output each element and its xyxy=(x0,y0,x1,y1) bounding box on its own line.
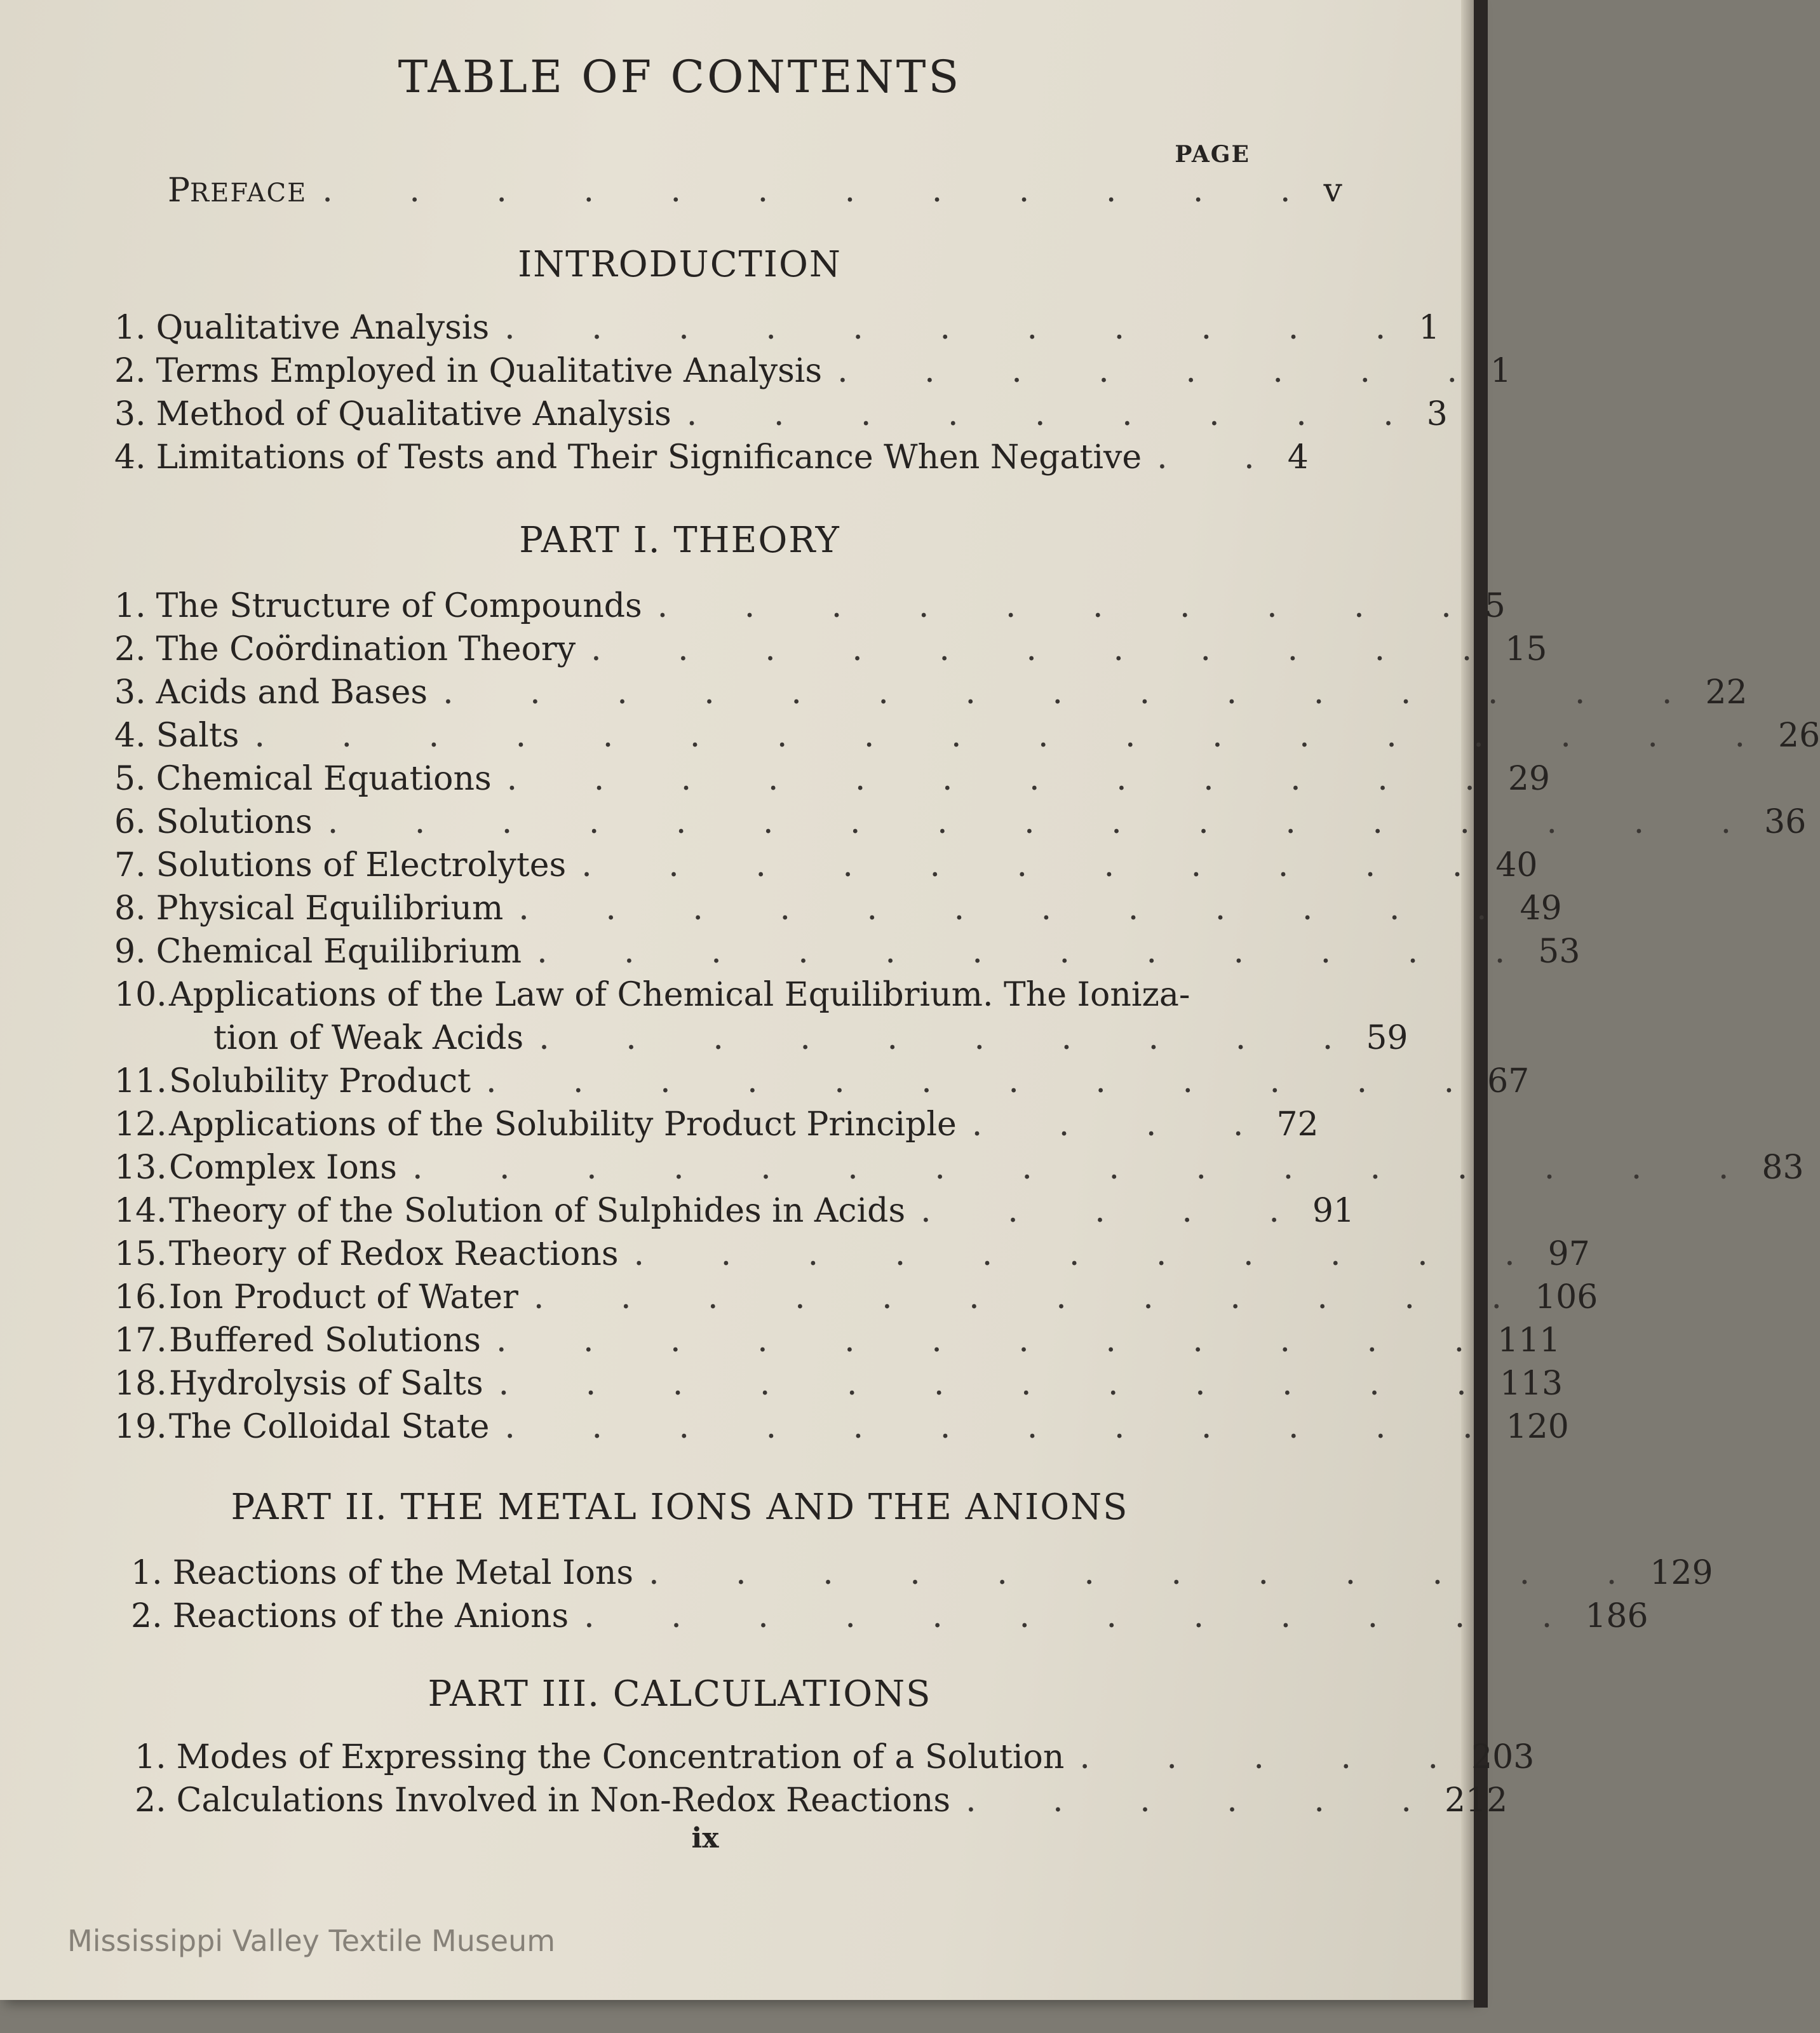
watermark: Mississippi Valley Textile Museum xyxy=(67,1924,556,1958)
toc-page-number: 53 xyxy=(1538,933,1581,971)
dot-leader: . . . . . . . . . . . . xyxy=(485,1062,1488,1100)
toc-title: Theory of Redox Reactions xyxy=(169,1235,619,1273)
toc-title: Limitations of Tests and Their Significance When Negative xyxy=(156,438,1142,476)
toc-number: 14. xyxy=(114,1192,167,1230)
toc-number: 5. xyxy=(114,760,146,798)
toc-number: 1. xyxy=(114,309,146,347)
toc-number: 13. xyxy=(114,1149,167,1187)
dot-leader: . . . . . . . . . . . . xyxy=(504,1408,1506,1446)
toc-entry xyxy=(114,846,1538,884)
toc-page-number: 49 xyxy=(1520,889,1562,928)
toc-title: Hydrolysis of Salts xyxy=(169,1365,483,1403)
toc-number: 2. xyxy=(114,352,146,390)
toc-entry xyxy=(114,1192,1355,1230)
toc-number: 2. xyxy=(131,1597,163,1635)
toc-title: The Structure of Compounds xyxy=(156,587,642,625)
toc-entry xyxy=(114,1365,1563,1403)
dot-leader: . . . . . . xyxy=(966,1781,1445,1820)
dot-leader: . . . . . . . . . . . . xyxy=(506,760,1508,798)
toc-entry-continuation xyxy=(213,1019,1408,1057)
toc-entry xyxy=(114,1149,1804,1187)
dot-leader: . . . . . . . . . xyxy=(686,395,1427,433)
toc-entry xyxy=(114,1278,1598,1316)
toc-entry xyxy=(114,1105,1319,1144)
toc-title: Reactions of the Metal Ions xyxy=(172,1554,634,1592)
toc-entry xyxy=(114,352,1512,390)
toc-entry xyxy=(114,1235,1590,1273)
dot-leader: . . xyxy=(1157,438,1288,476)
dot-leader: . . . . . . . . . . . . . . . . . . xyxy=(254,717,1778,755)
toc-number: 1. xyxy=(135,1738,166,1776)
toc-number: 3. xyxy=(114,395,146,433)
toc-page-number: 91 xyxy=(1312,1192,1355,1230)
toc-page-number: 120 xyxy=(1506,1408,1569,1446)
dot-leader: . . . . . . . . . . xyxy=(657,587,1485,625)
section-heading-part-2: PART II. THE METAL IONS AND THE ANIONS xyxy=(231,1487,1129,1528)
toc-page-number: 36 xyxy=(1764,803,1807,841)
toc-page-number: 97 xyxy=(1547,1235,1590,1273)
dot-leader: . . . . . . . . . . . . xyxy=(518,889,1520,928)
toc-entry xyxy=(114,395,1448,433)
toc-title: Calculations Involved in Non-Redox Reactions xyxy=(176,1781,951,1820)
toc-page-number: 106 xyxy=(1535,1278,1598,1316)
dot-leader: . . . . . xyxy=(1079,1738,1472,1776)
dot-leader: . . . . . xyxy=(920,1192,1312,1230)
toc-title: Complex Ions xyxy=(169,1149,397,1187)
toc-title: Chemical Equations xyxy=(156,760,492,798)
toc-title: The Colloidal State xyxy=(169,1408,490,1446)
toc-entry xyxy=(114,673,1748,712)
toc-number: 1. xyxy=(131,1554,163,1592)
toc-title: Applications of the Solubility Product Principle xyxy=(169,1105,957,1144)
toc-page-number: 1 xyxy=(1419,309,1440,347)
toc-page-number: 5 xyxy=(1484,587,1506,625)
dot-leader: . . . . . . . . . . . . xyxy=(495,1321,1498,1360)
section-heading-part-1: PART I. THEORY xyxy=(519,520,840,561)
dot-leader: . . . . xyxy=(971,1105,1277,1144)
toc-title: Ion Product of Water xyxy=(169,1278,518,1316)
dot-leader: . . . . . . . . . . . . . . . . . xyxy=(327,803,1765,841)
toc-number: 17. xyxy=(114,1321,167,1360)
toc-entry xyxy=(114,438,1309,476)
toc-title: Solutions of Electrolytes xyxy=(156,846,567,884)
toc-number: 2. xyxy=(135,1781,166,1820)
preface-label: PREFACE xyxy=(168,172,307,210)
toc-number: 19. xyxy=(114,1408,167,1446)
toc-entry xyxy=(114,933,1581,971)
toc-page-number: 15 xyxy=(1505,630,1547,668)
toc-number: 12. xyxy=(114,1105,167,1144)
dot-leader: . . . . . . . . . . . . xyxy=(498,1365,1500,1403)
toc-title: Buffered Solutions xyxy=(169,1321,481,1360)
toc-title: Reactions of the Anions xyxy=(172,1597,569,1635)
toc-number: 4. xyxy=(114,717,146,755)
toc-page-number: 3 xyxy=(1426,395,1448,433)
toc-entry xyxy=(114,1408,1569,1446)
dot-leader: . . . . . . . . . . . xyxy=(633,1235,1548,1273)
toc-title: Physical Equilibrium xyxy=(156,889,504,928)
toc-title: Method of Qualitative Analysis xyxy=(156,395,671,433)
toc-page-number: 83 xyxy=(1762,1149,1804,1187)
toc-number: 15. xyxy=(114,1235,167,1273)
dot-leader: . . . . . . . . . . . . xyxy=(533,1278,1535,1316)
toc-number: 3. xyxy=(114,673,146,712)
toc-entry xyxy=(114,889,1562,928)
toc-page-number: 129 xyxy=(1650,1554,1713,1592)
toc-entry-preface xyxy=(168,172,1342,210)
page-column-label: PAGE xyxy=(1175,141,1250,168)
toc-title: Modes of Expressing the Concentration of a Solution xyxy=(176,1738,1065,1776)
toc-entry xyxy=(114,717,1820,755)
toc-page-number: 1 xyxy=(1490,352,1512,390)
toc-page-number: 26 xyxy=(1778,717,1820,755)
page-folio: ix xyxy=(691,1822,719,1854)
toc-entry xyxy=(114,630,1547,668)
toc-number: 6. xyxy=(114,803,146,841)
dot-leader: . . . . . . . . xyxy=(837,352,1491,390)
toc-title: Salts xyxy=(156,717,239,755)
toc-page-number: 67 xyxy=(1487,1062,1530,1100)
dot-leader: . . . . . . . . . . . . . . . xyxy=(443,673,1706,712)
toc-title: Chemical Equilibrium xyxy=(156,933,522,971)
toc-title: The Coördination Theory xyxy=(156,630,576,668)
dot-leader: . . . . . . . . . . . . xyxy=(322,172,1324,210)
toc-page-number: 186 xyxy=(1585,1597,1648,1635)
dot-leader: . . . . . . . . . . . xyxy=(581,846,1496,884)
toc-entry xyxy=(114,309,1440,347)
toc-number: 7. xyxy=(114,846,146,884)
toc-entry xyxy=(135,1738,1535,1776)
dot-leader: . . . . . . . . . . . . . . . . xyxy=(412,1149,1762,1187)
toc-title-continued: tion of Weak Acids xyxy=(213,1019,524,1057)
toc-page-number: 113 xyxy=(1499,1365,1563,1403)
toc-entry xyxy=(131,1597,1648,1635)
toc-number: 16. xyxy=(114,1278,167,1316)
toc-title: Theory of the Solution of Sulphides in Acids xyxy=(169,1192,906,1230)
toc-page-number: 29 xyxy=(1507,760,1551,798)
toc-entry xyxy=(114,587,1506,625)
toc-title: Terms Employed in Qualitative Analysis xyxy=(156,352,823,390)
toc-number: 2. xyxy=(114,630,146,668)
toc-page-number: 40 xyxy=(1495,846,1538,884)
toc-page-number: 22 xyxy=(1705,673,1748,712)
toc-entry xyxy=(114,976,1258,1014)
section-heading-introduction: INTRODUCTION xyxy=(518,244,842,285)
toc-title: Solubility Product xyxy=(169,1062,471,1100)
toc-number: 4. xyxy=(114,438,146,476)
toc-title: Acids and Bases xyxy=(156,673,428,712)
toc-page-number: 111 xyxy=(1497,1321,1561,1360)
toc-number: 1. xyxy=(114,587,146,625)
toc-entry xyxy=(114,803,1807,841)
dot-leader: . . . . . . . . . . . . xyxy=(649,1554,1650,1592)
toc-number: 8. xyxy=(114,889,146,928)
toc-number: 10. xyxy=(114,976,167,1014)
dot-leader: . . . . . . . . . . . xyxy=(591,630,1506,668)
toc-page-number: 203 xyxy=(1471,1738,1535,1776)
dot-leader: . . . . . . . . . . . xyxy=(504,309,1419,347)
toc-entry xyxy=(114,1062,1530,1100)
dot-leader: . . . . . . . . . . xyxy=(539,1019,1366,1057)
toc-entry xyxy=(131,1554,1713,1592)
toc-number: 18. xyxy=(114,1365,167,1403)
toc-title: Applications of the Law of Chemical Equilibrium. The Ioniza- xyxy=(169,976,1190,1014)
toc-entry xyxy=(114,760,1551,798)
dot-leader: . . . . . . . . . . . . xyxy=(537,933,1539,971)
toc-page-number: v xyxy=(1323,172,1342,210)
toc-entry xyxy=(135,1781,1508,1820)
toc-number: 11. xyxy=(114,1062,167,1100)
book-cover-edge xyxy=(1474,0,1488,2008)
toc-page-number: 4 xyxy=(1287,438,1309,476)
toc-number: 9. xyxy=(114,933,146,971)
toc-page-number: 72 xyxy=(1276,1105,1319,1144)
section-heading-part-3: PART III. CALCULATIONS xyxy=(428,1673,932,1715)
page-edge xyxy=(1461,0,1474,2000)
toc-page-number: 59 xyxy=(1366,1019,1408,1057)
dot-leader: . . . . . . . . . . . . xyxy=(584,1597,1586,1635)
toc-page-number: 212 xyxy=(1444,1781,1508,1820)
toc-entry xyxy=(114,1321,1561,1360)
toc-title: Solutions xyxy=(156,803,313,841)
toc-title: Qualitative Analysis xyxy=(156,309,490,347)
page-title: TABLE OF CONTENTS xyxy=(398,51,962,103)
